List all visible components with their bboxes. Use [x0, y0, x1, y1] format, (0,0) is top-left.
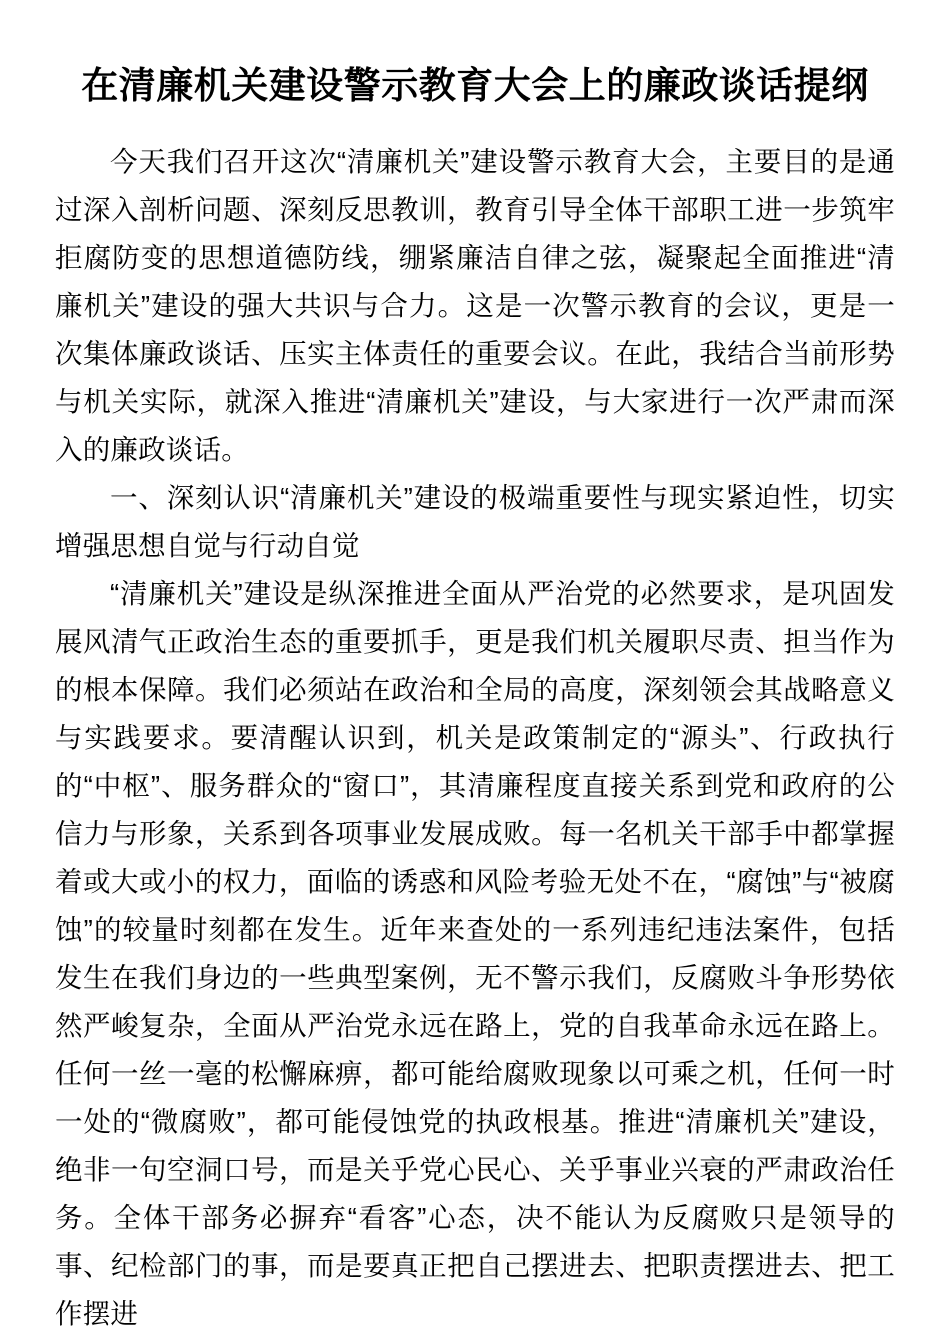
document-body	[55, 138, 895, 1338]
page-title: 在清廉机关建设警示教育大会上的廉政谈话提纲	[81, 65, 869, 106]
paragraph-section-one-body: “清廉机关”建设是纵深推进全面从严治党的必然要求，是巩固发展风清气正政治生态的重要抓手，更是我们机关履职尽责、担当作为的根本保障。我们必须站在政治和全局的高度，深刻领会其战略意义与实践要求。要清醒认识到，机关是政策制定的“源头”、行政执行的“中枢”、服务群众的“窗口”，其清廉程度直接关系到党和政府的公信力与形象，关系到各项事业发展成败。每一名机关干部手中都掌握着或大或小的权力，面临的诱惑和风险考验无处不在，“腐蚀”与“被腐蚀”的较量时刻都在发生。近年来查处的一系列违纪违法案件，包括发生在我们身边的一些典型案例，无不警示我们，反腐败斗争形势依然严峻复杂，全面从严治党永远在路上，党的自我革命永远在路上。任何一丝一毫的松懈麻痹，都可能给腐败现象以可乘之机，任何一时一处的“微腐败”，都可能侵蚀党的执政根基。推进“清廉机关”建设，绝非一句空洞口号，而是关乎党心民心、关乎事业兴衰的严肃政治任务。全体干部务必摒弃“看客”心态，决不能认为反腐败只是领导的事、纪检部门的事，而是要真正把自己摆进去、把职责摆进去、把工作摆进	[55, 578, 895, 1329]
document-content	[55, 0, 895, 1338]
section-heading-one: 一、深刻认识“清廉机关”建设的极端重要性与现实紧迫性，切实增强思想自觉与行动自觉	[55, 482, 895, 561]
paragraph-opening: 今天我们召开这次“清廉机关”建设警示教育大会，主要目的是通过深入剖析问题、深刻反思教训，教育引导全体干部职工进一步筑牢拒腐防变的思想道德防线，绷紧廉洁自律之弦，凝聚起全面推进“清廉机关”建设的强大共识与合力。这是一次警示教育的会议，更是一次集体廉政谈话、压实主体责任的重要会议。在此，我结合当前形势与机关实际，就深入推进“清廉机关”建设，与大家进行一次严肃而深入的廉政谈话。	[55, 146, 895, 465]
